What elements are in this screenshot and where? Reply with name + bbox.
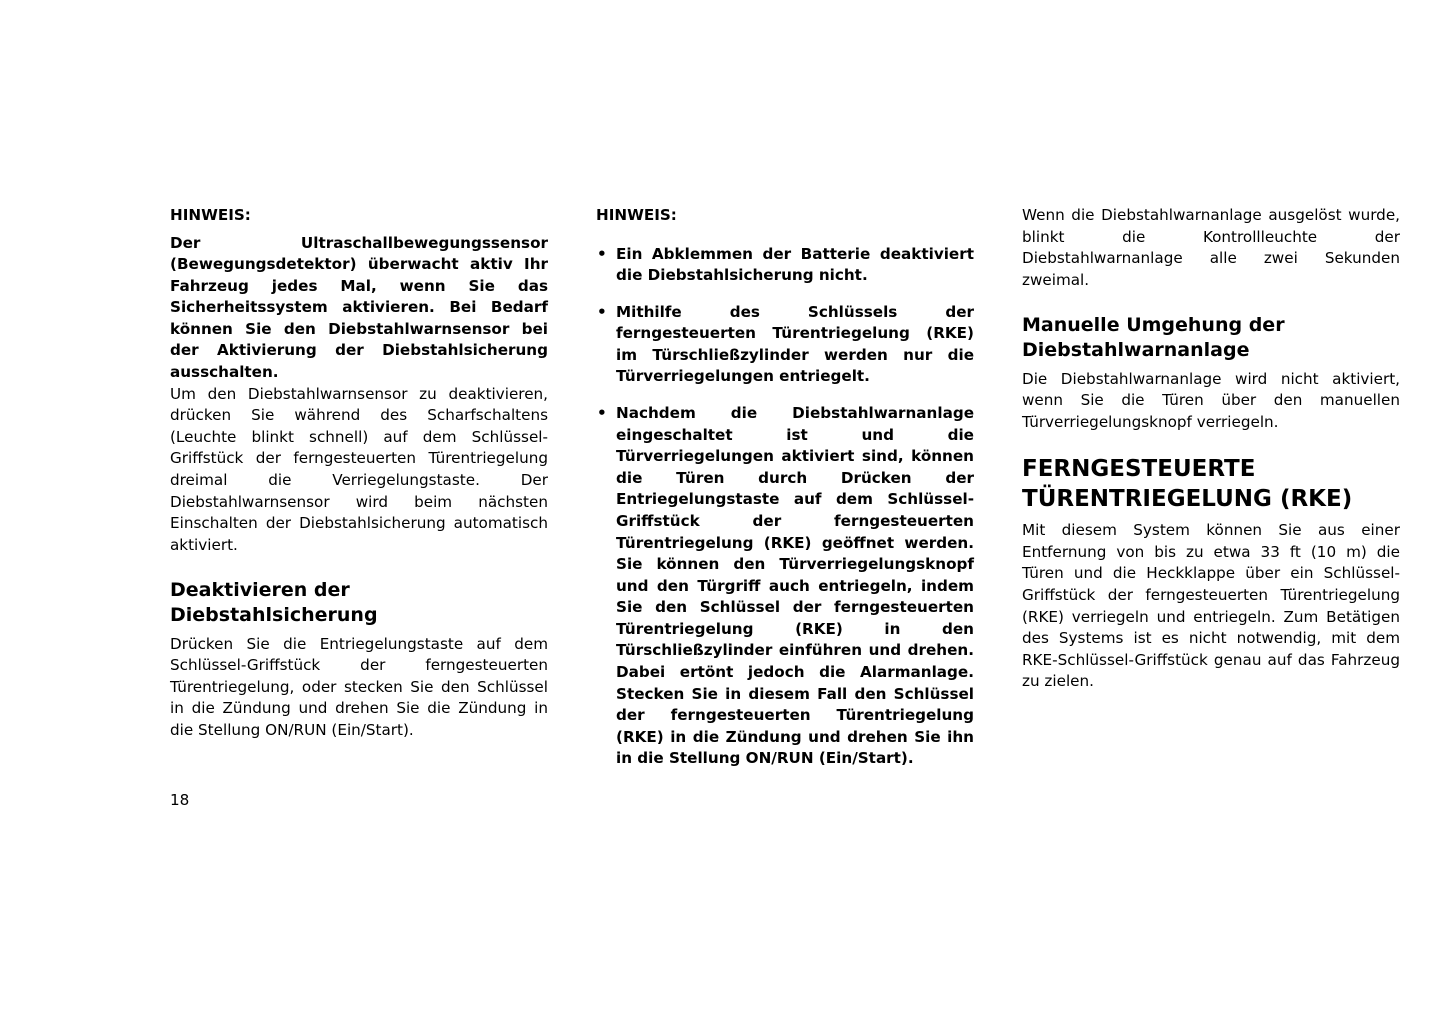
list-item-text: Nachdem die Diebstahlwarnanlage eingeschaltet ist und die Türverriegelungen aktiviert sind, können die Türen durch Drücken der Entriegelungstaste auf dem Schlüssel-Griffstück der ferngesteuerten Türentriegelung (RKE) geöffnet werden. Sie können den Türverriegelungsknopf und den Türgriff auch entriegeln, indem Sie den Schlüssel der ferngesteuerten Türentriegelung (RKE) in den Türschließzylinder einführen und drehen. Dabei ertönt jedoch die Alarmanlage. Stecken Sie in diesem Fall den Schlüssel der ferngesteuerten Türentriegelung (RKE) in die Zündung und drehen Sie ihn in die Stellung ON/RUN (Ein/Start). bbox=[616, 404, 974, 768]
note-label-middle: HINWEIS: bbox=[596, 206, 677, 224]
list-item bbox=[596, 302, 974, 388]
note-label-left: HINWEIS: bbox=[170, 206, 251, 224]
list-item-text: Ein Abklemmen der Batterie deaktiviert die Diebstahlsicherung nicht. bbox=[616, 244, 974, 285]
note-bullet-list bbox=[596, 244, 974, 770]
heading-manual-bypass: Manuelle Umgehung der Diebstahlwarnanlage bbox=[1022, 314, 1285, 361]
column-left bbox=[170, 205, 548, 770]
body-remote-keyless-entry: Mit diesem System können Sie aus einer Entfernung von bis zu etwa 33 ft (10 m) die Türen und die Heckklappe über ein Schlüssel-Griffstück der ferngesteuerten Türentriegelung (RKE) verriegeln und entriegeln. Zum Betätigen des Systems ist es nicht notwendig, mit dem RKE-Schlüssel-Griffstück genau auf das Fahrzeug zu zielen. bbox=[1022, 521, 1400, 691]
note-bold-text-left: Der Ultraschallbewegungssensor (Bewegungsdetektor) überwacht aktiv Ihr Fahrzeug jedes Mal, wenn Sie das Sicherheitssystem aktivieren. Bei Bedarf können Sie den Diebstahlwarnsensor bei der Aktivierung der Diebstahlsicherung ausschalten. bbox=[170, 233, 548, 382]
bullet-icon: • bbox=[597, 302, 607, 321]
intro-paragraph-right: Wenn die Diebstahlwarnanlage ausgelöst wurde, blinkt die Kontrollleuchte der Diebstahlwarnanlage alle zwei Sekunden zweimal. bbox=[1022, 206, 1400, 289]
page-number: 18 bbox=[170, 791, 190, 809]
body-manual-bypass: Die Diebstahlwarnanlage wird nicht aktiviert, wenn Sie die Türen über den manuellen Türverriegelungsknopf verriegeln. bbox=[1022, 369, 1400, 431]
column-middle bbox=[596, 205, 974, 770]
page-columns bbox=[170, 205, 1400, 770]
note-body-text-left: Um den Diebstahlwarnsensor zu deaktivieren, drücken Sie während des Scharfschaltens (Leuchte blinkt schnell) auf dem Schlüssel-Griffstück der ferngesteuerten Türentriegelung dreimal die Verriegelungstaste. Der Diebstahlwarnsensor wird beim nächsten Einschalten der Diebstahlsicherung automatisch aktiviert. bbox=[170, 384, 548, 554]
list-item-text: Mithilfe des Schlüssels der ferngesteuerten Türentriegelung (RKE) im Türschließzylinder werden nur die Türverriegelungen entriegelt. bbox=[616, 302, 974, 386]
heading-deactivate-theft-protection: Deaktivieren der Diebstahlsicherung bbox=[170, 579, 378, 626]
body-deactivate-theft-protection: Drücken Sie die Entriegelungstaste auf dem Schlüssel-Griffstück der ferngesteuerten Türentriegelung, oder stecken Sie den Schlüssel in die Zündung und drehen Sie die Zündung in die Stellung ON/RUN (Ein/Start). bbox=[170, 634, 548, 739]
list-item bbox=[596, 244, 974, 287]
bullet-icon: • bbox=[597, 244, 607, 263]
column-right bbox=[1022, 205, 1400, 770]
heading-remote-keyless-entry: FERNGESTEUERTE TÜRENTRIEGELUNG (RKE) bbox=[1022, 456, 1353, 512]
list-item bbox=[596, 403, 974, 770]
bullet-icon: • bbox=[597, 404, 607, 423]
